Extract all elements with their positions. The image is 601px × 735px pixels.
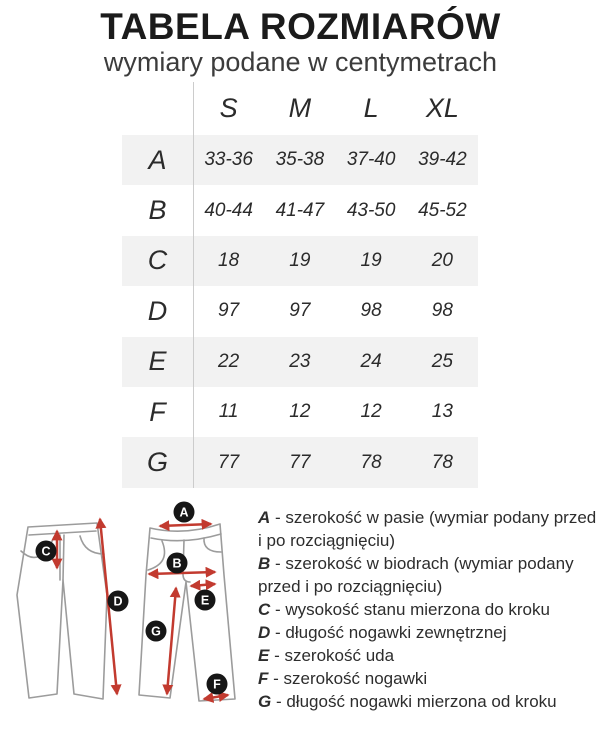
size-value: 19 <box>360 249 382 271</box>
size-value: 78 <box>360 451 382 473</box>
legend-text: - szerokość nogawki <box>273 669 428 688</box>
row-label: A <box>148 144 167 175</box>
table-row <box>122 337 478 387</box>
table-row <box>122 185 478 235</box>
column-header-l: L <box>363 93 379 123</box>
legend-text: - wysokość stanu mierzona do kroku <box>275 600 550 619</box>
legend-text: - długość nogawki zewnętrznej <box>275 623 507 642</box>
legend-text: - długość nogawki mierzona od kroku <box>275 692 557 711</box>
legend-key: E <box>258 646 270 665</box>
legend-item <box>258 552 601 598</box>
table-row <box>122 236 478 286</box>
marker-a-label: A <box>179 505 189 520</box>
size-value: 97 <box>218 300 240 322</box>
pants-front-outline <box>17 523 107 699</box>
size-value: 33-36 <box>204 149 253 171</box>
size-value: 25 <box>431 350 453 372</box>
legend-item <box>258 690 601 713</box>
size-value: 11 <box>218 401 239 423</box>
legend-text: - szerokość w pasie (wymiar podany przed i po rozciągnięciu) <box>258 508 597 550</box>
pants-measurement-diagram <box>0 495 250 735</box>
size-value: 39-42 <box>418 149 467 171</box>
marker-g-label: G <box>151 624 161 639</box>
marker-d-label: D <box>113 594 123 609</box>
column-header-m: M <box>288 93 312 123</box>
pants-front-figure <box>17 523 107 699</box>
page-subtitle: wymiary podane w centymetrach <box>103 47 498 77</box>
legend-item <box>258 621 601 644</box>
row-label: D <box>147 295 168 326</box>
size-value: 12 <box>360 401 382 423</box>
column-header-s: S <box>219 93 238 123</box>
legend-item <box>258 598 601 621</box>
size-value: 77 <box>289 451 311 473</box>
size-value: 78 <box>431 451 453 473</box>
size-value: 13 <box>431 401 453 423</box>
size-value: 18 <box>218 249 240 271</box>
size-value: 97 <box>289 300 311 322</box>
size-value: 24 <box>360 350 382 372</box>
marker-e-label: E <box>200 593 210 608</box>
legend-item <box>258 506 601 552</box>
size-value: 20 <box>431 249 453 271</box>
row-label: F <box>149 396 166 427</box>
size-value: 12 <box>289 401 311 423</box>
marker-b-label: B <box>172 556 182 571</box>
size-value: 35-38 <box>275 149 325 171</box>
size-value: 98 <box>431 300 453 322</box>
legend-text: - szerokość uda <box>274 646 395 665</box>
size-value: 19 <box>289 249 311 271</box>
legend-key: D <box>258 623 271 642</box>
size-value: 45-52 <box>418 199 467 221</box>
legend-key: G <box>258 692 272 711</box>
page-title: TABELA ROZMIARÓW <box>100 6 501 47</box>
measurement-legend <box>258 506 601 713</box>
row-label: E <box>148 346 167 377</box>
table-divider-line <box>193 82 194 488</box>
size-value: 23 <box>289 350 311 372</box>
marker-c-label: C <box>41 544 51 559</box>
column-header-xl: XL <box>425 93 459 123</box>
measure-arrow-a <box>160 524 211 526</box>
legend-key: F <box>258 669 269 688</box>
table-row <box>122 437 478 487</box>
legend-key: A <box>258 508 271 527</box>
size-value: 22 <box>218 350 240 372</box>
size-value: 41-47 <box>275 199 325 221</box>
table-row <box>122 387 478 437</box>
row-label: B <box>148 195 167 226</box>
size-value: 98 <box>360 300 382 322</box>
size-value: 43-50 <box>346 199 396 221</box>
size-value: 37-40 <box>346 149 396 171</box>
legend-key: B <box>258 554 271 573</box>
legend-key: C <box>258 600 271 619</box>
marker-f-label: F <box>213 677 221 692</box>
table-row <box>122 286 478 336</box>
table-row <box>122 135 478 185</box>
size-value: 77 <box>218 451 240 473</box>
row-label: G <box>146 447 168 478</box>
legend-text: - szerokość w biodrach (wymiar podany przed i po rozciągnięciu) <box>258 554 574 596</box>
row-label: C <box>147 245 168 276</box>
size-value: 40-44 <box>204 199 253 221</box>
legend-item <box>258 644 601 667</box>
legend-item <box>258 667 601 690</box>
table-header-row <box>122 82 478 135</box>
size-table <box>122 82 478 488</box>
